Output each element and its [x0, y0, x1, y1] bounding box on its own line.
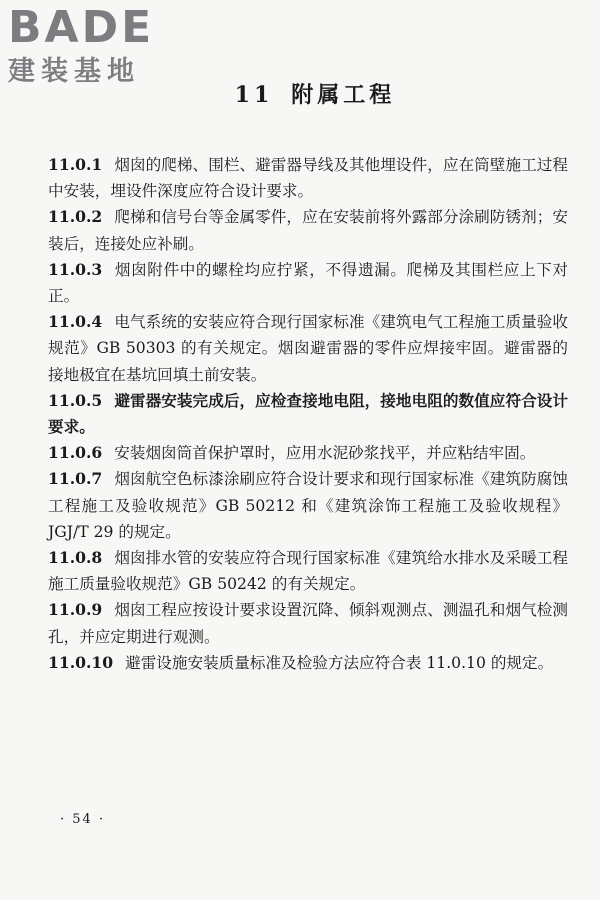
- clause-number: 11.0.10: [48, 652, 114, 672]
- clause-text: 烟囱附件中的螺栓均应拧紧，不得遗漏。爬梯及其围栏应上下对正。: [48, 260, 568, 306]
- clause-text: 避雷设施安装质量标准及检验方法应符合表 11.0.10 的规定。: [125, 653, 554, 672]
- clause-11-0-5: [48, 388, 568, 440]
- clause-text: 烟囱工程应按设计要求设置沉降、倾斜观测点、测温孔和烟气检测孔，并应定期进行观测。: [48, 601, 568, 646]
- clause-number: 11.0.2: [48, 207, 103, 227]
- clause-list: [48, 152, 568, 676]
- clause-text: 避雷器安装完成后，应检查接地电阻，接地电阻的数值应符合设计要求。: [48, 390, 568, 437]
- clause-number: 11.0.5: [48, 390, 103, 410]
- clause-number: 11.0.9: [48, 600, 103, 620]
- clause-11-0-3: [48, 257, 568, 309]
- clause-11-0-6: [48, 440, 568, 466]
- clause-11-0-4: [48, 309, 568, 388]
- chapter-title: 附属工程: [291, 82, 396, 108]
- clause-number: 11.0.8: [48, 548, 103, 568]
- clause-text: 烟囱的爬梯、围栏、避雷器导线及其他埋设件，应在筒壁施工过程中安装，埋设件深度应符合设计要求。: [48, 156, 568, 201]
- clause-text: 电气系统的安装应符合现行国家标准《建筑电气工程施工质量验收规范》GB 50303 的有关规定。烟囱避雷器的零件应焊接牢固。避雷器的接地极宜在基坑回填土前安装。: [48, 313, 568, 384]
- clause-text: 安装烟囱筒首保护罩时，应用水泥砂浆找平，并应粘结牢固。: [114, 444, 536, 463]
- clause-text: 爬梯和信号台等金属零件，应在安装前将外露部分涂刷防锈剂；安装后，连接处应补刷。: [48, 208, 568, 253]
- chapter-number: 11: [234, 82, 274, 108]
- clause-11-0-9: [48, 597, 568, 649]
- clause-number: 11.0.1: [48, 155, 103, 174]
- clause-text: 烟囱排水管的安装应符合现行国家标准《建筑给水排水及采暖工程施工质量验收规范》GB 50242 的有关规定。: [48, 549, 568, 594]
- clause-number: 11.0.6: [48, 443, 103, 463]
- clause-number: 11.0.3: [48, 259, 103, 279]
- clause-11-0-7: [48, 466, 568, 545]
- clause-11-0-1: [48, 152, 568, 204]
- clause-text: 烟囱航空色标漆涂刷应符合设计要求和现行国家标准《建筑防腐蚀工程施工及验收规范》GB 50212 和《建筑涂饰工程施工及验收规程》JGJ/T 29 的规定。: [48, 470, 568, 541]
- logo-text-en: BADE: [8, 2, 155, 53]
- clause-11-0-8: [48, 545, 568, 597]
- page-number: · 54 ·: [60, 812, 106, 827]
- chapter-heading: [0, 78, 600, 109]
- logo-text-cn: 建装基地: [8, 56, 140, 87]
- clause-number: 11.0.4: [48, 312, 103, 332]
- clause-11-0-10: [48, 650, 568, 676]
- clause-11-0-2: [48, 204, 568, 256]
- bade-logo: [8, 4, 173, 88]
- clause-number: 11.0.7: [48, 469, 103, 489]
